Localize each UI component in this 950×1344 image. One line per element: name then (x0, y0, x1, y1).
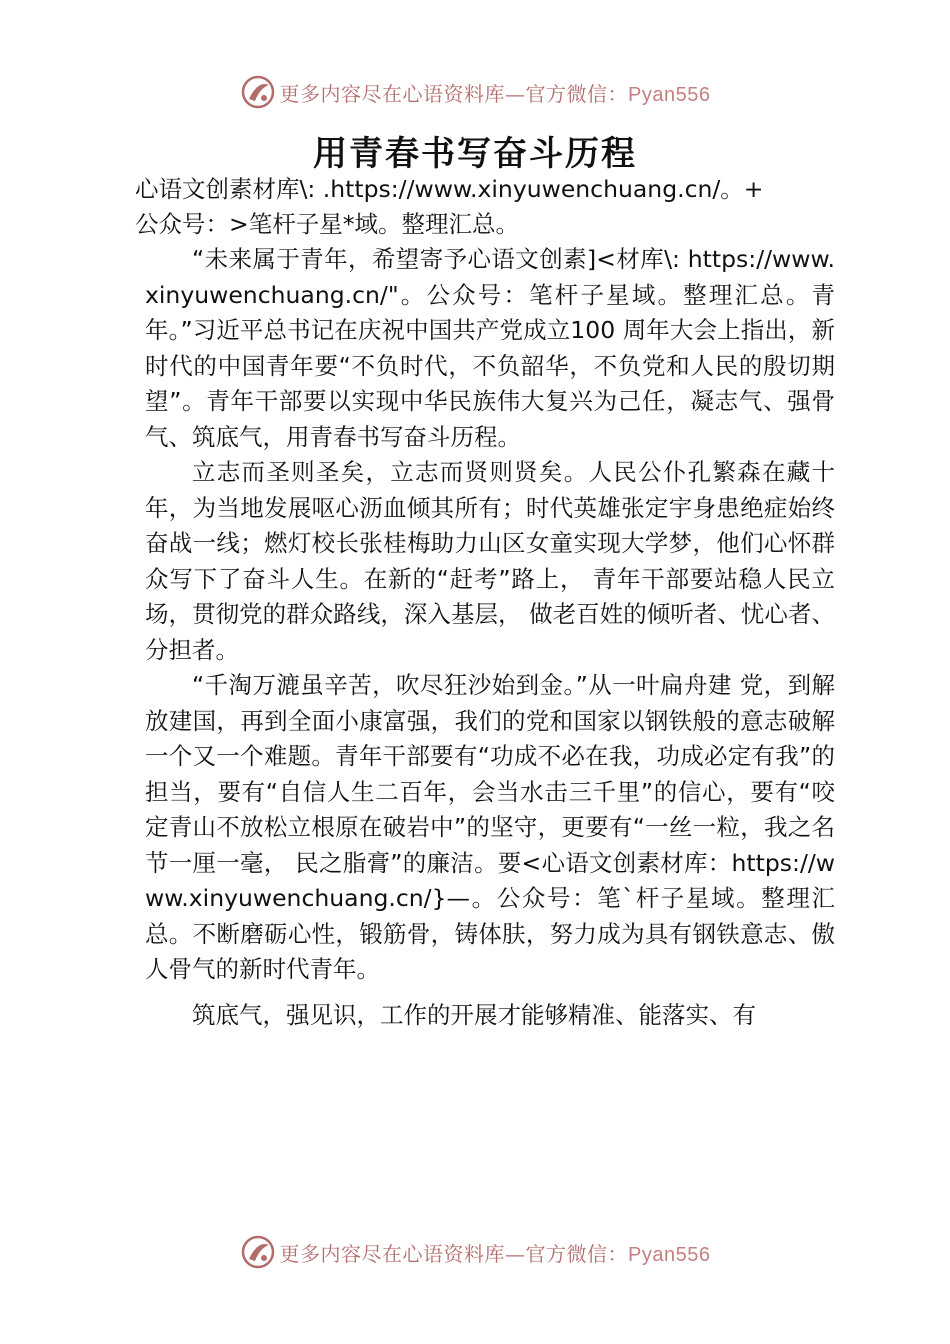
paragraph-4: 筑底气，强见识，工作的开展才能够精准、能落实、有 (192, 1000, 756, 1029)
document-title: 用青春书写奋斗历程 (313, 134, 637, 174)
source-line-2: 公众号：>笔杆子星*域。整理汇总。 (135, 210, 519, 238)
paragraph-1: “未来属于青年，希望寄予心语文创素]<材库\: https://www.xinyuwenchuang.cn/"。公众号：笔杆子星域。整理汇总。青年。”习近平总书记在庆祝中国共产党成立100 周年大会上指出，新时代的中国青年要“不负时代，不负韶华，不负党和人民的殷切期望”。青年干部要以实现中华民族伟大复兴为己任，凝志气、强骨气、筑底气，用青春书写奋斗历程。 (145, 245, 835, 451)
footer-watermark (0, 1232, 950, 1272)
paragraph-2: 立志而圣则圣矣，立志而贤则贤矣。人民公仆孔繁森在藏十年，为当地发展呕心沥血倾其所有；时代英雄张定宇身患绝症始终奋战一线；燃灯校长张桂梅助力山区女童实现大学梦，他们心怀群众写下了奋斗人生。在新的“赶考”路上， 青年干部要站稳人民立场，贯彻党的群众路线，深入基层， 做老百姓的倾听者、忧心者、分担者。 (145, 458, 835, 664)
brand-logo-icon (240, 74, 276, 110)
paragraph-3: “千淘万漉虽辛苦，吹尽狂沙始到金。”从一叶扁舟建 党，到解放建国，再到全面小康富强，我们的党和国家以钢铁般的意志破解一个又一个难题。青年干部要有“功成不必在我，功成必定有我”的担当，要有“自信人生二百年，会当水击三千里”的信心，要有“咬定青山不放松立根原在破岩中”的坚守，更要有“一丝一粒，我之名节一厘一毫， 民之脂膏”的廉洁。要<心语文创素材库：https://www.xinyuwenchuang.cn/}—。公众号：笔`杆子星域。整理汇总。不断磨砺心性，锻筋骨，铸体肤，努力成为具有钢铁意志、傲人骨气的新时代青年。 (145, 671, 835, 983)
watermark-text: 更多内容尽在心语资料库—官方微信：Pyan556 (279, 81, 711, 106)
source-note (135, 172, 825, 242)
source-line-1: 心语文创素材库\: .https://www.xinyuwenchuang.cn/。+ (135, 175, 764, 203)
brand-logo-icon (240, 1234, 276, 1270)
watermark-text: 更多内容尽在心语资料库—官方微信：Pyan556 (279, 1241, 711, 1266)
wechat-id: Pyan556 (628, 1243, 711, 1266)
document-body (145, 242, 835, 1033)
wechat-id: Pyan556 (628, 83, 711, 106)
header-watermark (0, 72, 950, 112)
